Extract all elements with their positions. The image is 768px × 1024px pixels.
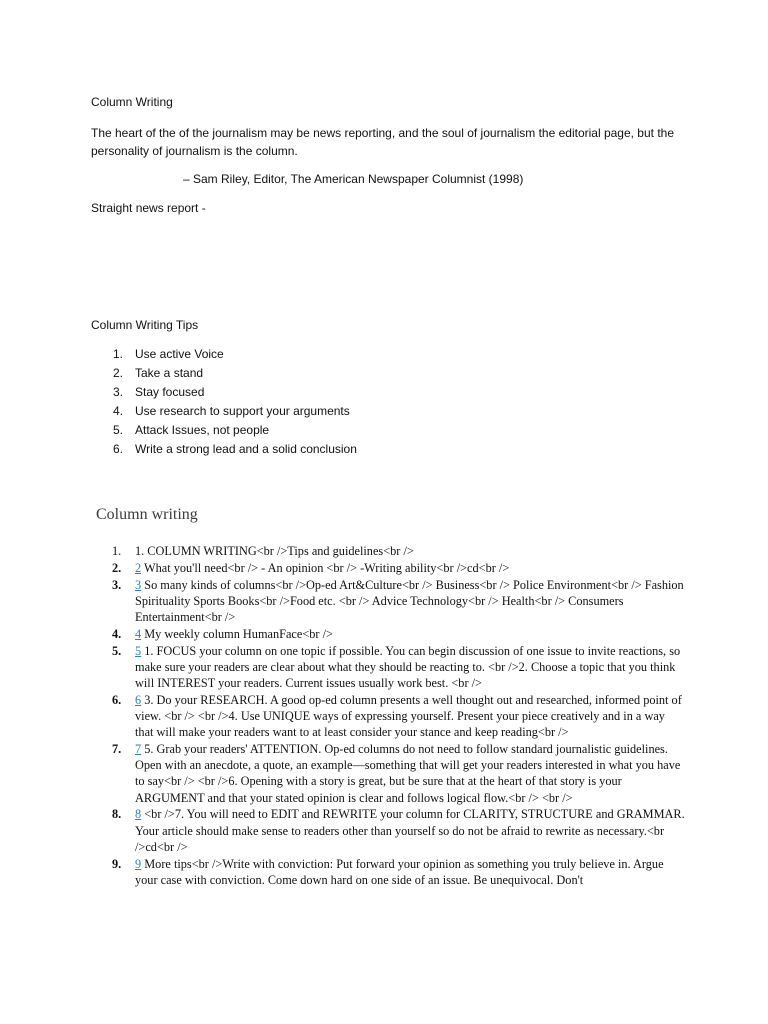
tip-item [91,345,591,364]
step-item [96,577,686,626]
tips-list [91,345,591,459]
step-item [96,806,686,855]
step-item [96,741,686,806]
tip-number: 6. [113,442,124,456]
tip-number: 3. [113,385,124,399]
tip-number: 2. [113,366,124,380]
step-item [96,856,686,888]
step-number: 6. [112,692,122,707]
step-link[interactable]: 8 [135,807,142,822]
step-text: 1. COLUMN WRITING<br />Tips and guidelines<br /> [135,544,414,558]
tip-number: 4. [113,404,124,418]
step-number: 2. [112,560,122,575]
step-link[interactable]: 5 [135,643,142,658]
step-number: 7. [112,742,122,756]
doc-title: Column Writing [91,95,173,109]
tip-text: Stay focused [135,385,205,399]
steps-list [96,543,686,889]
step-text: 5. Grab your readers' ATTENTION. Op-ed columns do not need to follow standard journalistic guidelines. Open with an anecdote, a quote, an example—something that will get your readers interested in what you have to say<br /> <br />6. Opening with a story is great, but be sure that at the heart of that story is your ARGUMENT and that your stated opinion is clear and follows logical flow.<br /> <br /> [135,742,681,805]
tip-item [91,364,591,383]
tip-number: 1. [113,347,124,361]
section-heading: Column writing [96,506,198,523]
step-text: So many kinds of columns<br />Op-ed Art&Culture<br /> Business<br /> Police Environment<br /> Fashion Spirituality Sports Books<br />Food etc. <br /> Advice Technology<br /> Health<br /> Consumers Entertainment<br /> [135,577,684,624]
step-link[interactable]: 6 [135,692,142,707]
tip-text: Use active Voice [135,347,224,361]
step-link[interactable]: 9 [135,856,142,871]
tip-number: 5. [113,423,124,437]
tip-text: Attack Issues, not people [135,423,270,437]
step-text: What you'll need<br /> - An opinion <br /> -Writing ability<br />cd<br /> [141,560,510,575]
tip-item [91,440,591,459]
step-number: 1. [112,544,122,558]
step-item [96,692,686,741]
step-number: 3. [112,577,122,592]
step-item [96,643,686,692]
step-number: 9. [112,856,122,871]
step-text: 3. Do your RESEARCH. A good op-ed column presents a well thought out and researched, informed point of view. <br /> <br />4. Use UNIQUE ways of expressing yourself. Present your piece creatively and in a way that will make your readers want to at least consider your stance and keep reading<br /> [135,692,682,740]
straight-news-label: Straight news report - [91,201,206,215]
step-text: More tips<br />Write with conviction: Put forward your opinion as something you truly believe in. Argue your case with conviction. Come down hard on one side of an issue. Be unequivocal. Don't [135,856,664,887]
step-item [96,543,686,559]
step-link[interactable]: 4 [135,626,142,641]
step-text: My weekly column HumanFace<br /> [141,626,333,641]
tips-title: Column Writing Tips [91,318,199,332]
step-number: 4. [112,626,122,641]
tip-item [91,383,591,402]
attribution-quote: – Sam Riley, Editor, The American Newspaper Columnist (1998) [183,172,524,186]
tip-item [91,402,591,421]
tip-item [91,421,591,440]
tip-text: Take a stand [135,366,204,380]
tip-text: Write a strong lead and a solid conclusion [135,442,357,456]
step-item [96,626,686,642]
step-text: <br />7. You will need to EDIT and REWRITE your column for CLARITY, STRUCTURE and GRAMMAR. Your article should make sense to readers other than yourself so do not be afraid to rewrite as necessary.<br />cd<br /> [135,807,685,854]
step-link[interactable]: 7 [135,742,142,756]
intro-paragraph: The heart of the of the journalism may be news reporting, and the soul of journalism the editorial page, but the personality of journalism is the column. [91,126,675,158]
step-number: 5. [112,643,122,658]
step-item [96,560,686,576]
step-link[interactable]: 3 [135,577,142,592]
step-link[interactable]: 2 [135,560,142,575]
step-text: 1. FOCUS your column on one topic if possible. You can begin discussion of one issue to invite reactions, so make sure your readers are clear about what they should be reacting to. <br />2. Choose a topic that you think will INTEREST your readers. Current issues usually work best. <br /> [135,643,681,690]
step-number: 8. [112,807,122,822]
tip-text: Use research to support your arguments [135,404,350,418]
